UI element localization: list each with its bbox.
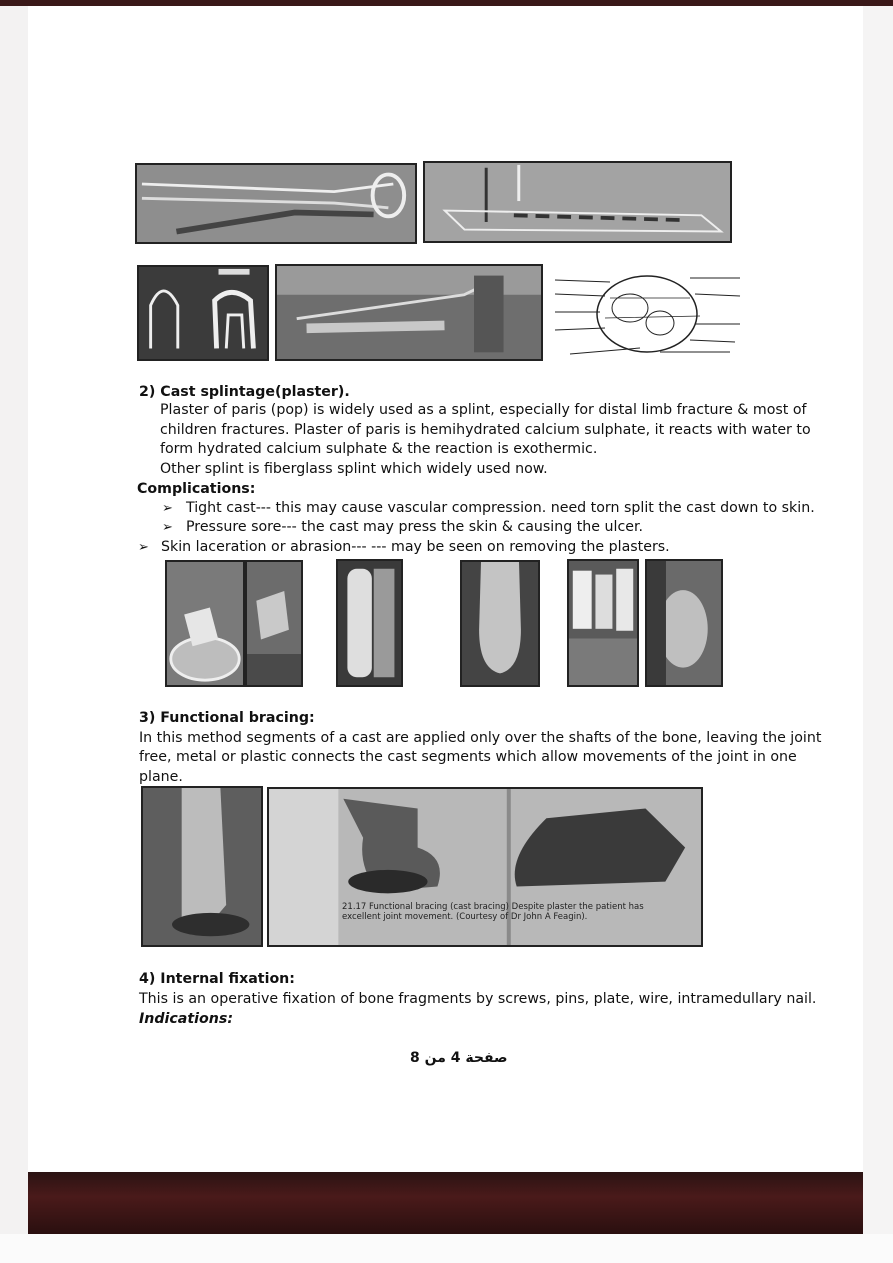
leg-brace-walking-photo <box>141 786 263 947</box>
plaster-supplies-shelf-photo <box>567 559 639 687</box>
scan-right-margin <box>863 0 893 1263</box>
arm-cast-photo <box>460 560 540 687</box>
bullet-arrow-icon: ➢ <box>138 540 149 555</box>
complications-heading: Complications: <box>137 481 256 497</box>
scan-bottom-margin <box>0 1234 893 1263</box>
thomas-splint-rings-photo <box>137 265 269 361</box>
plaster-roll-hand-photo <box>245 560 303 687</box>
hand-cast-application-photo <box>645 559 723 687</box>
cross-section-diagram <box>550 268 745 360</box>
functional-bracing-figure <box>267 787 703 947</box>
scan-left-margin <box>0 0 28 1263</box>
bullet-arrow-icon: ➢ <box>162 501 173 516</box>
bracing-paragraph-line: In this method segments of a cast are applied only over the shafts of the bone, leaving the joint <box>139 730 822 746</box>
plaster-dipping-photo <box>165 560 245 687</box>
bullet-arrow-icon: ➢ <box>162 520 173 535</box>
complication-item: Pressure sore--- the cast may press the skin & causing the ulcer. <box>186 519 644 535</box>
complication-item: Skin laceration or abrasion--- --- may be seen on removing the plasters. <box>161 539 670 555</box>
complication-item: Tight cast--- this may cause vascular compression. need torn split the cast down to skin. <box>186 500 815 516</box>
plaster-paragraph-line: children fractures. Plaster of paris is hemihydrated calcium sulphate, it reacts with water to <box>160 422 811 438</box>
plaster-paragraph-line: Plaster of paris (pop) is widely used as a splint, especially for distal limb fracture & most of <box>160 402 807 418</box>
plaster-bandage-roll-photo <box>336 559 403 687</box>
page-number-footer: صفحة 4 من 8 <box>410 1050 508 1066</box>
functional-bracing-heading: 3) Functional bracing: <box>139 710 315 726</box>
traction-patient-photo <box>275 264 543 361</box>
plaster-paragraph-line: form hydrated calcium sulphate & the reaction is exothermic. <box>160 441 598 457</box>
traction-splint-photo <box>135 163 417 244</box>
frame-splint-photo <box>423 161 732 243</box>
scan-bottom-edge <box>28 1172 863 1234</box>
indications-label: Indications: <box>139 1011 233 1027</box>
bracing-paragraph-line: free, metal or plastic connects the cast segments which allow movements of the joint in one <box>139 749 797 765</box>
bracing-paragraph-line: plane. <box>139 769 183 785</box>
bracing-figure-caption-line: excellent joint movement. (Courtesy of Dr John A Feagin). <box>342 912 588 922</box>
scan-top-edge <box>0 0 893 6</box>
internal-fixation-paragraph: This is an operative fixation of bone fragments by screws, pins, plate, wire, intramedullary nail. <box>139 991 817 1007</box>
plaster-paragraph-line: Other splint is fiberglass splint which widely used now. <box>160 461 548 477</box>
bracing-figure-caption-line: 21.17 Functional bracing (cast bracing) Despite plaster the patient has <box>342 902 644 912</box>
cast-splintage-heading: 2) Cast splintage(plaster). <box>139 384 350 400</box>
internal-fixation-heading: 4) Internal fixation: <box>139 971 295 987</box>
